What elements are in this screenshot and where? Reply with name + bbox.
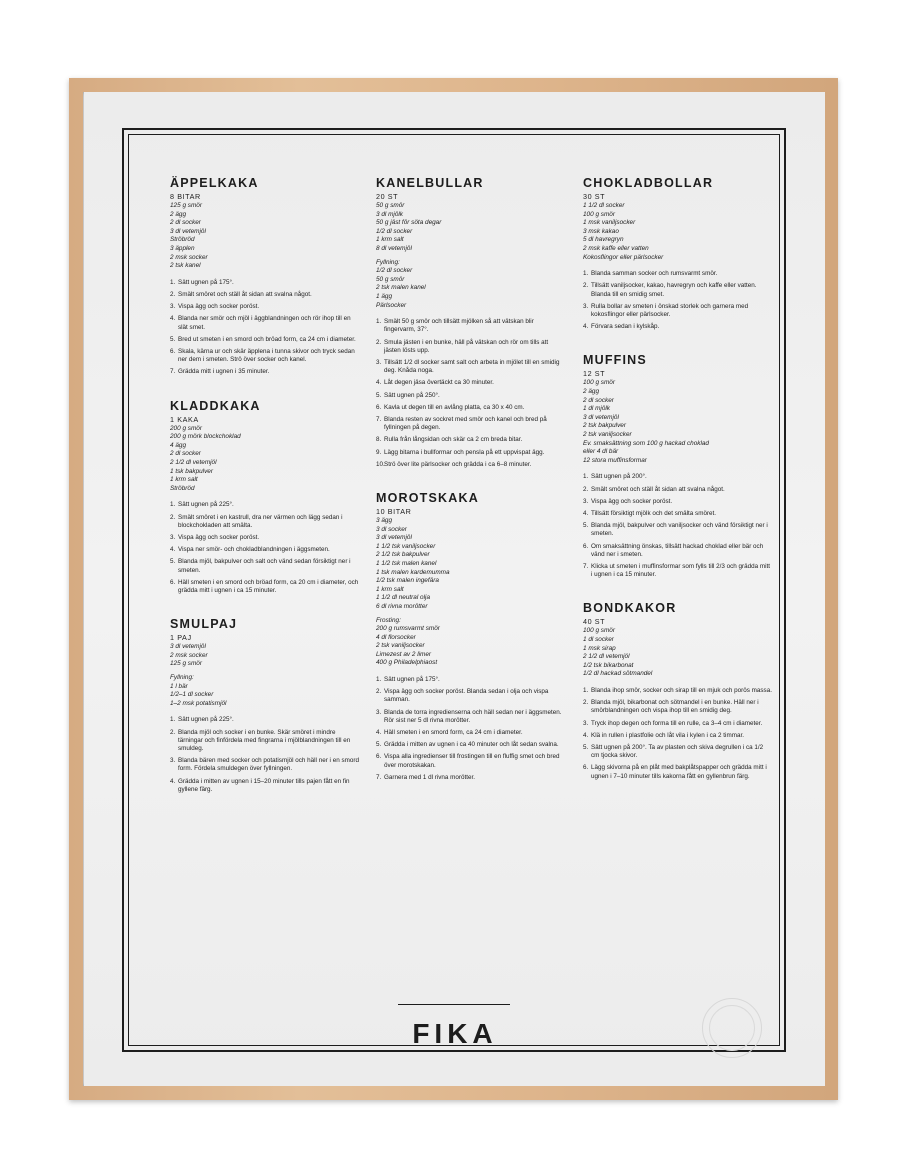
step-number: 3.: [376, 358, 382, 366]
ingredient-item: 3 dl socker: [376, 525, 407, 533]
step-number: 3.: [583, 719, 589, 727]
step-number: 6.: [583, 542, 589, 550]
step-text: Tillsätt vaniljsocker, kakao, havregryn och kaffe eller vatten. Blanda till en smidig smet.: [591, 282, 757, 298]
step-number: 2.: [376, 688, 382, 696]
step-number: 7.: [583, 562, 589, 570]
step-number: 5.: [170, 335, 176, 343]
instruction-step: [583, 473, 773, 481]
ingredient-list: [583, 379, 773, 465]
recipe-title: CHOKLADBOLLAR: [583, 176, 714, 190]
ingredient-list: [583, 627, 773, 679]
ingredient-list: [583, 202, 773, 262]
ingredient-item: 3 dl vetemjöl: [583, 413, 619, 421]
instruction-step: [583, 543, 773, 559]
seal-inner-ring: [709, 1005, 755, 1051]
ingredient-item: 1 1/2 tsk malen kanel: [376, 559, 437, 567]
instruction-step: [583, 699, 773, 715]
step-text: Vispa ägg och socker poröst.: [178, 533, 260, 541]
step-number: 1.: [170, 278, 176, 286]
instruction-step: [170, 348, 360, 364]
instruction-step: [376, 741, 566, 749]
instruction-step: [376, 359, 566, 375]
step-text: Förvara sedan i kylskåp.: [591, 323, 660, 331]
ingredient-item: 2 dl socker: [170, 450, 201, 458]
step-number: 1.: [170, 716, 176, 724]
instruction-step: [583, 498, 773, 506]
ingredient-item: 2 1/2 dl vetemjöl: [583, 653, 630, 661]
ingredient-item: 1 1/2 tsk vaniljsocker: [376, 542, 436, 550]
instruction-step: [170, 558, 360, 574]
ingredient-item: 5 dl havregryn: [583, 236, 624, 244]
instruction-step: [170, 534, 360, 542]
recipe-title: MUFFINS: [583, 353, 647, 368]
step-text: Blanda ihop smör, socker och sirap till en mjuk och porös massa.: [591, 686, 772, 694]
secondary-ingredient-list: [376, 259, 566, 311]
step-text: Blanda ner smör och mjöl i äggblandningen och rör ihop till en slät smet.: [178, 315, 351, 331]
step-text: Smält smöret och ställ åt sidan att svalna något.: [178, 290, 312, 298]
recipe-title: MOROTSKAKA: [376, 490, 479, 505]
ingredient-item: 12 stora muffinsformar: [583, 456, 647, 464]
ingredient-item: Pärlsocker: [376, 301, 407, 309]
ingredient-item: 2 ägg: [170, 210, 186, 218]
ingredient-item: 125 g smör: [170, 660, 202, 668]
step-number: 10.: [376, 460, 385, 468]
step-text: Vispa ägg och socker poröst.: [591, 497, 673, 505]
step-text: Vispa ägg och socker poröst. Blanda sedan i olja och vispa samman.: [384, 688, 549, 704]
ingredient-item: 2 tsk vaniljsocker: [583, 430, 632, 438]
ingredient-item: eller 4 dl bär: [583, 448, 619, 456]
ingredient-item: Limezest av 2 limer: [376, 650, 432, 658]
ingredient-item: 50 g smör: [376, 202, 405, 209]
step-number: 1.: [583, 686, 589, 694]
ingredient-item: 50 g jäst för söta degar: [376, 219, 442, 227]
ingredient-item: 1/2–1 dl socker: [170, 691, 214, 699]
instruction-step: [170, 501, 360, 509]
instruction-step: [583, 323, 773, 331]
instruction-step: [376, 379, 566, 387]
step-number: 3.: [583, 302, 589, 310]
ingredient-item: 2 1/2 dl vetemjöl: [170, 458, 217, 466]
instruction-step: [170, 336, 360, 344]
ingredient-item: 50 g smör: [376, 275, 405, 283]
recipe-yield: 40 ST: [583, 617, 606, 627]
instruction-step: [376, 392, 566, 400]
recipe-block: [170, 176, 360, 377]
recipe-yield: 30 ST: [583, 192, 606, 201]
instruction-step: [376, 676, 566, 684]
instruction-step: [376, 449, 566, 457]
step-number: 1.: [376, 676, 382, 684]
ingredient-list: [376, 202, 566, 254]
ingredient-subheading: Fyllning:: [376, 258, 400, 266]
step-number: 2.: [170, 728, 176, 736]
step-text: Sätt ugnen på 175°.: [178, 278, 234, 286]
ingredient-item: 3 msk kakao: [583, 227, 619, 235]
instruction-list: [583, 270, 773, 331]
step-text: Bred ut smeten i en smord och bröad form, ca 24 cm i diameter.: [178, 335, 356, 343]
step-number: 5.: [376, 741, 382, 749]
ingredient-item: 2 msk socker: [170, 253, 208, 261]
instruction-list: [376, 676, 566, 782]
step-text: Grädda mitt i ugnen i 35 minuter.: [178, 368, 270, 376]
step-text: Sätt ugnen på 225°.: [178, 716, 234, 724]
ingredient-item: 2 tsk bakpulver: [583, 422, 626, 430]
ingredient-item: 200 g smör: [170, 424, 202, 432]
ingredient-subheading: Fyllning:: [170, 673, 194, 681]
ingredient-list: [170, 643, 360, 669]
step-text: Blanda samman socker och rumsvarmt smör.: [591, 270, 718, 278]
step-number: 6.: [170, 578, 176, 586]
step-number: 3.: [583, 497, 589, 505]
step-number: 1.: [170, 501, 176, 509]
title-divider: [398, 1004, 510, 1005]
ingredient-item: 1/2 dl socker: [376, 227, 413, 235]
step-number: 2.: [583, 282, 589, 290]
ingredient-item: 1 ägg: [376, 292, 392, 300]
ingredient-item: 1–2 msk potatismjöl: [170, 699, 227, 707]
step-text: Vispa ner smör- och chokladblandningen i äggsmeten.: [178, 546, 330, 554]
step-number: 4.: [583, 731, 589, 739]
ingredient-item: 4 dl florsocker: [376, 633, 416, 641]
step-text: Smält smöret i en kastrull, dra ner värmen och lägg sedan i blockchokladen att smälta.: [178, 513, 343, 529]
step-text: Klicka ut smeten i muffinsformar som fylls till 2/3 och grädda mitt i ugnen i ca 15 minuter.: [591, 562, 771, 579]
ingredient-item: 3 dl mjölk: [376, 210, 403, 218]
ingredient-item: 2 msk socker: [170, 651, 208, 659]
instruction-step: [583, 687, 773, 695]
ingredient-item: 1 msk vaniljsocker: [583, 219, 636, 227]
instruction-step: [376, 436, 566, 444]
step-number: 7.: [376, 415, 382, 423]
instruction-step: [376, 753, 566, 769]
ingredient-item: 2 msk kaffe eller vatten: [583, 244, 649, 252]
step-number: 8.: [376, 436, 382, 444]
instruction-step: [170, 729, 360, 754]
ingredient-list: [170, 425, 360, 494]
ingredient-item: 1 dl socker: [583, 635, 614, 643]
step-text: Grädda i mitten av ugnen i ca 40 minuter och låt sedan svalna.: [384, 741, 559, 749]
step-number: 4.: [170, 315, 176, 323]
step-number: 1.: [376, 318, 382, 326]
step-text: Tryck ihop degen och forma till en rulle, ca 3–4 cm i diameter.: [591, 719, 763, 727]
ingredient-item: 2 tsk kanel: [170, 262, 201, 270]
recipe-column-3: [583, 176, 773, 803]
step-number: 5.: [583, 743, 589, 751]
instruction-list: [583, 687, 773, 781]
recipe-yield: 1 PAJ: [170, 633, 192, 643]
step-number: 2.: [170, 290, 176, 298]
ingredient-item: 1 dl mjölk: [583, 405, 610, 413]
recipe-yield: 1 KAKA: [170, 414, 199, 424]
ingredient-item: 2 1/2 tsk bakpulver: [376, 551, 430, 559]
ingredient-item: 2 tsk vaniljsocker: [376, 642, 425, 650]
step-number: 5.: [170, 558, 176, 566]
step-text: Sätt ugnen på 225°.: [178, 501, 234, 509]
recipe-block: [170, 617, 360, 794]
ingredient-item: 200 g rumsvarmt smör: [376, 625, 440, 633]
step-text: Strö över lite pärlsocker och grädda i ca 6–8 minuter.: [384, 460, 532, 468]
ingredient-item: Kokosflingor eller pärlsocker: [583, 253, 664, 261]
step-number: 1.: [583, 270, 589, 278]
ingredient-item: 1 tsk malen kardemumma: [376, 568, 450, 576]
ingredient-item: 3 dl vetemjöl: [376, 534, 412, 542]
instruction-step: [376, 318, 566, 334]
step-number: 9.: [376, 448, 382, 456]
step-number: 7.: [376, 773, 382, 781]
instruction-step: [583, 563, 773, 579]
recipe-block: [376, 176, 566, 469]
step-number: 2.: [170, 513, 176, 521]
step-text: Tillsätt försiktigt mjölk och det smälta smöret.: [591, 509, 717, 517]
instruction-step: [583, 282, 773, 298]
ingredient-item: 100 g smör: [583, 627, 615, 635]
maker-seal-stamp: [702, 998, 762, 1058]
ingredient-item: 8 dl vetemjöl: [376, 244, 412, 252]
step-number: 4.: [170, 777, 176, 785]
step-number: 1.: [583, 473, 589, 481]
instruction-step: [170, 315, 360, 331]
instruction-step: [376, 729, 566, 737]
instruction-step: [170, 716, 360, 724]
step-text: Blanda mjöl, bakpulver och salt och vänd sedan försiktigt ner i smeten.: [178, 558, 351, 574]
step-number: 5.: [376, 391, 382, 399]
step-number: 3.: [170, 533, 176, 541]
step-text: Vispa ägg och socker poröst.: [178, 303, 260, 311]
ingredient-item: 3 ägg: [376, 516, 392, 524]
step-text: Rulla från långsidan och skär ca 2 cm breda bitar.: [384, 436, 523, 444]
recipe-block: [583, 353, 773, 579]
step-number: 3.: [376, 708, 382, 716]
step-number: 4.: [583, 323, 589, 331]
step-text: Sätt ugnen på 250°.: [384, 391, 440, 399]
instruction-step: [583, 522, 773, 538]
instruction-step: [583, 764, 773, 780]
ingredient-item: 6 dl rivna morötter: [376, 602, 428, 610]
instruction-step: [583, 270, 773, 278]
instruction-step: [583, 486, 773, 494]
recipe-yield: 8 BITAR: [170, 192, 201, 201]
recipe-title: ÄPPELKAKA: [170, 176, 259, 190]
step-number: 3.: [170, 757, 176, 765]
step-text: Smula jästen i en bunke, häll på vätskan och rör om tills att jästen lösts upp.: [384, 338, 549, 354]
step-text: Om smaksättning önskas, tillsätt hackad choklad eller bär och vänd ner i smeten.: [591, 542, 764, 558]
ingredient-item: 1 1/2 dl socker: [583, 202, 625, 209]
instruction-list: [170, 501, 360, 595]
instruction-step: [583, 744, 773, 760]
recipe-block: [583, 176, 773, 331]
step-number: 6.: [376, 403, 382, 411]
recipe-block: [376, 491, 566, 782]
recipe-title: KANELBULLAR: [376, 176, 484, 190]
secondary-ingredient-list: [376, 617, 566, 669]
ingredient-item: 3 dl vetemjöl: [170, 227, 206, 235]
instruction-step: [376, 404, 566, 412]
instruction-step: [170, 778, 360, 794]
ingredient-item: 100 g smör: [583, 379, 615, 387]
step-text: Smält smöret och ställ åt sidan att svalna något.: [591, 485, 725, 493]
ingredient-item: 1 krm salt: [376, 236, 404, 244]
step-text: Låt degen jäsa övertäckt ca 30 minuter.: [384, 379, 494, 387]
step-text: Häll smeten i en smord form, ca 24 cm i diameter.: [384, 729, 523, 737]
step-number: 4.: [583, 509, 589, 517]
step-number: 4.: [170, 546, 176, 554]
step-text: Kavla ut degen till en avlång platta, ca 30 x 40 cm.: [384, 403, 525, 411]
ingredient-subheading: Frosting:: [376, 616, 401, 624]
recipe-yield: 12 ST: [583, 369, 606, 379]
ingredient-list: [376, 517, 566, 612]
step-text: Vispa alla ingredienser till frostingen till en fluffig smet och bred över morotskakan.: [384, 753, 560, 769]
instruction-step: [376, 688, 566, 704]
instruction-step: [170, 279, 360, 287]
ingredient-item: 1 krm salt: [376, 585, 404, 593]
instruction-list: [583, 473, 773, 579]
step-text: Sätt ugnen på 200°. Ta av plasten och skiva degrullen i ca 1/2 cm tjocka skivor.: [591, 743, 764, 760]
recipe-yield: 20 ST: [376, 192, 399, 201]
ingredient-item: 2 ägg: [583, 387, 599, 395]
ingredient-item: 1 l bär: [170, 682, 188, 690]
step-number: 2.: [583, 699, 589, 707]
instruction-step: [376, 709, 566, 725]
ingredient-item: 1 tsk bakpulver: [170, 467, 213, 475]
ingredient-item: 2 tsk malen kanel: [376, 284, 426, 292]
step-text: Blanda de torra ingredienserna och häll sedan ner i äggsmeten. Rör sist ner 5 dl rivna morötter.: [384, 708, 562, 724]
ingredient-item: 3 dl vetemjöl: [170, 643, 206, 651]
instruction-step: [170, 579, 360, 595]
recipe-column-2: [376, 176, 566, 804]
instruction-list: [170, 279, 360, 377]
ingredient-item: 1 krm salt: [170, 476, 198, 484]
instruction-step: [583, 720, 773, 728]
step-number: 3.: [170, 303, 176, 311]
secondary-ingredient-list: [170, 674, 360, 708]
instruction-step: [376, 774, 566, 782]
recipe-block: [170, 399, 360, 596]
instruction-step: [170, 514, 360, 530]
ingredient-item: 1/2 tsk bikarbonat: [583, 661, 634, 669]
ingredient-item: 125 g smör: [170, 202, 202, 209]
step-text: Lägg bitarna i bullformar och pensla på ett uppvispat ägg.: [384, 448, 545, 456]
step-text: Sätt ugnen på 200°.: [591, 473, 647, 481]
instruction-step: [583, 732, 773, 740]
instruction-step: [376, 339, 566, 355]
ingredient-item: 1/2 tsk malen ingefära: [376, 577, 439, 585]
step-text: Tillsätt 1/2 dl socker samt salt och arbeta in mjölet till en smidig deg. Knåda noga.: [384, 358, 560, 375]
ingredient-item: 1 1/2 dl neutral olja: [376, 594, 431, 602]
step-number: 6.: [170, 347, 176, 355]
step-text: Klä in rullen i plastfolie och låt vila i kylen i ca 2 timmar.: [591, 731, 744, 739]
step-number: 7.: [170, 368, 176, 376]
ingredient-item: 1/2 dl socker: [376, 267, 413, 275]
step-text: Skala, kärna ur och skär äpplena i tunna skivor och tryck sedan ner dem i smeten. Strö över socker och kanel.: [178, 347, 355, 364]
step-text: Garnera med 1 dl rivna morötter.: [384, 773, 475, 781]
ingredient-item: 1 msk sirap: [583, 644, 616, 652]
step-number: 2.: [583, 485, 589, 493]
ingredient-list: [170, 202, 360, 271]
recipe-title: BONDKAKOR: [583, 601, 677, 616]
recipe-column-1: [170, 176, 360, 816]
ingredient-item: 2 dl socker: [170, 219, 201, 227]
step-text: Blanda bären med socker och potatismjöl och häll ner i en smord form. Fördela smuldegen över fyllningen.: [178, 757, 359, 773]
instruction-step: [170, 291, 360, 299]
step-number: 6.: [583, 764, 589, 772]
ingredient-item: 1/2 dl hackad sötmandel: [583, 670, 653, 678]
step-number: 5.: [583, 522, 589, 530]
step-text: Häll smeten i en smord och bröad form, ca 20 cm i diameter, och grädda mitt i ugnen i ca 15 minuter.: [178, 578, 359, 594]
ingredient-item: 3 äpplen: [170, 244, 195, 252]
instruction-list: [170, 716, 360, 794]
step-text: Grädda i mitten av ugnen i 15–20 minuter tills pajen fått en fin gyllene färg.: [178, 777, 350, 793]
recipe-title: KLADDKAKA: [170, 398, 261, 413]
instruction-step: [170, 757, 360, 773]
recipe-title: SMULPAJ: [170, 617, 238, 632]
recipe-block: [583, 601, 773, 780]
poster-title: FIKA: [412, 1018, 498, 1049]
ingredient-item: Ströbröd: [170, 484, 195, 492]
instruction-step: [170, 303, 360, 311]
step-number: 4.: [376, 379, 382, 387]
recipe-yield: 10 BITAR: [376, 506, 412, 516]
instruction-step: [376, 416, 566, 432]
step-text: Smält 50 g smör och tillsätt mjölken så att vätskan blir fingervarm, 37°.: [384, 318, 534, 334]
ingredient-item: 4 ägg: [170, 441, 186, 449]
instruction-step: [583, 303, 773, 319]
step-number: 6.: [376, 753, 382, 761]
step-text: Rulla bollar av smeten i önskad storlek och garnera med kokosflingor eller pärlsocker.: [591, 302, 749, 318]
ingredient-item: 200 g mörk blockchoklad: [170, 433, 241, 441]
ingredient-item: Ströbröd: [170, 236, 195, 244]
step-text: Sätt ugnen på 175°.: [384, 676, 440, 684]
ingredient-item: Ev. smaksättning som 100 g hackad choklad: [583, 439, 709, 447]
step-text: Blanda resten av sockret med smör och kanel och bred på fyllningen på degen.: [384, 415, 547, 432]
step-text: Blanda mjöl, bakpulver och vaniljsocker och vänd försiktigt ner i smeten.: [591, 522, 768, 538]
instruction-step: [170, 546, 360, 554]
step-text: Blanda mjöl, bikarbonat och sötmandel i en bunke. Häll ner i smörblandningen och vispa ihop till en smidig deg.: [591, 699, 759, 715]
instruction-list: [376, 318, 566, 469]
step-number: 2.: [376, 338, 382, 346]
step-number: 4.: [376, 729, 382, 737]
ingredient-item: 400 g Philadelphiaost: [376, 659, 438, 667]
ingredient-item: 100 g smör: [583, 210, 615, 218]
instruction-step: [376, 461, 566, 469]
step-text: Blanda mjöl och socker i en bunke. Skär smöret i mindre tärningar och finfördela med fingrarna i mjölblandningen till en smuldeg.: [178, 728, 351, 752]
instruction-step: [170, 368, 360, 376]
ingredient-item: 2 dl socker: [583, 396, 614, 404]
instruction-step: [583, 510, 773, 518]
step-text: Lägg skivorna på en plåt med bakplåtspapper och grädda mitt i ugnen i 7–10 minuter tills kakorna fått en gyllenbrun färg.: [591, 764, 767, 780]
